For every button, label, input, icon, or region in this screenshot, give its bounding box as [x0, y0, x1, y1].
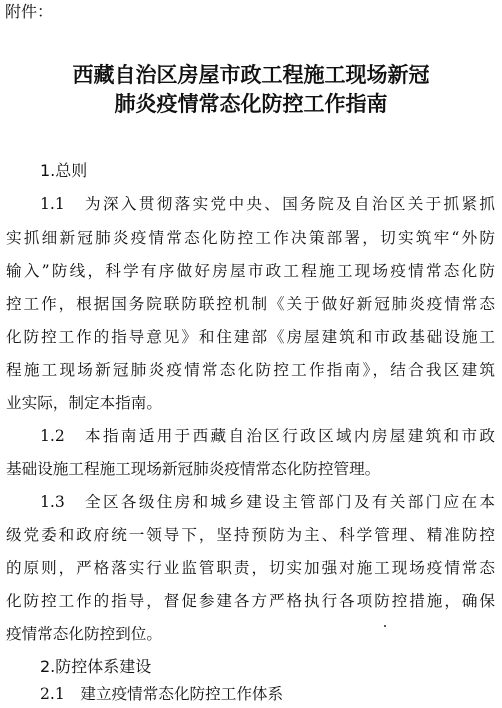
paragraph-line: 程施工现场新冠肺炎疫情常态化防控工作指南》，结合我区建筑 [6, 361, 495, 379]
section-heading-prevention-system: 2.防控体系建设 [40, 657, 152, 676]
document-title-line-2: 肺炎疫情常态化防控工作指南 [114, 91, 388, 116]
paragraph-line: 业实际，制定本指南。 [6, 394, 162, 412]
scan-speck [384, 625, 386, 627]
paragraph-line: 化防控工作的指导意见》和住建部《房屋建筑和市政基础设施工 [6, 328, 495, 346]
attachment-label: 附件： [5, 2, 54, 21]
paragraph-line: 的原则，严格落实行业监管职责，切实加强对施工现场疫情常态 [6, 559, 495, 577]
document-title-line-1: 西藏自治区房屋市政工程施工现场新冠 [72, 62, 430, 87]
paragraph-line: 级党委和政府统一领导下，坚持预防为主、科学管理、精准防控 [6, 526, 495, 544]
paragraph-line: 疫情常态化防控到位。 [6, 625, 162, 643]
paragraph-line: 输入”防线，科学有序做好房屋市政工程施工现场疫情常态化防 [6, 262, 495, 280]
paragraph-line: 基础设施工程施工现场新冠肺炎疫情常态化防控管理。 [6, 460, 381, 478]
paragraph-line: 1.2 本指南适用于西藏自治区行政区域内房屋建筑和市政 [40, 427, 495, 445]
paragraph-line: 控工作，根据国务院联防联控机制《关于做好新冠肺炎疫情常态 [6, 295, 495, 313]
paragraph-line: 1.1 为深入贯彻落实党中央、国务院及自治区关于抓紧抓 [40, 195, 495, 213]
subsection-2-1: 2.1 建立疫情常态化防控工作体系 [40, 685, 284, 703]
paragraph-line: 化防控工作的指导，督促参建各方严格执行各项防控措施，确保 [6, 592, 495, 610]
paragraph-line: 1.3 全区各级住房和城乡建设主管部门及有关部门应在本 [40, 493, 495, 511]
paragraph-line: 实抓细新冠肺炎疫情常态化防控工作决策部署，切实筑牢“外防 [6, 229, 495, 247]
section-heading-general: 1.总则 [40, 161, 88, 180]
